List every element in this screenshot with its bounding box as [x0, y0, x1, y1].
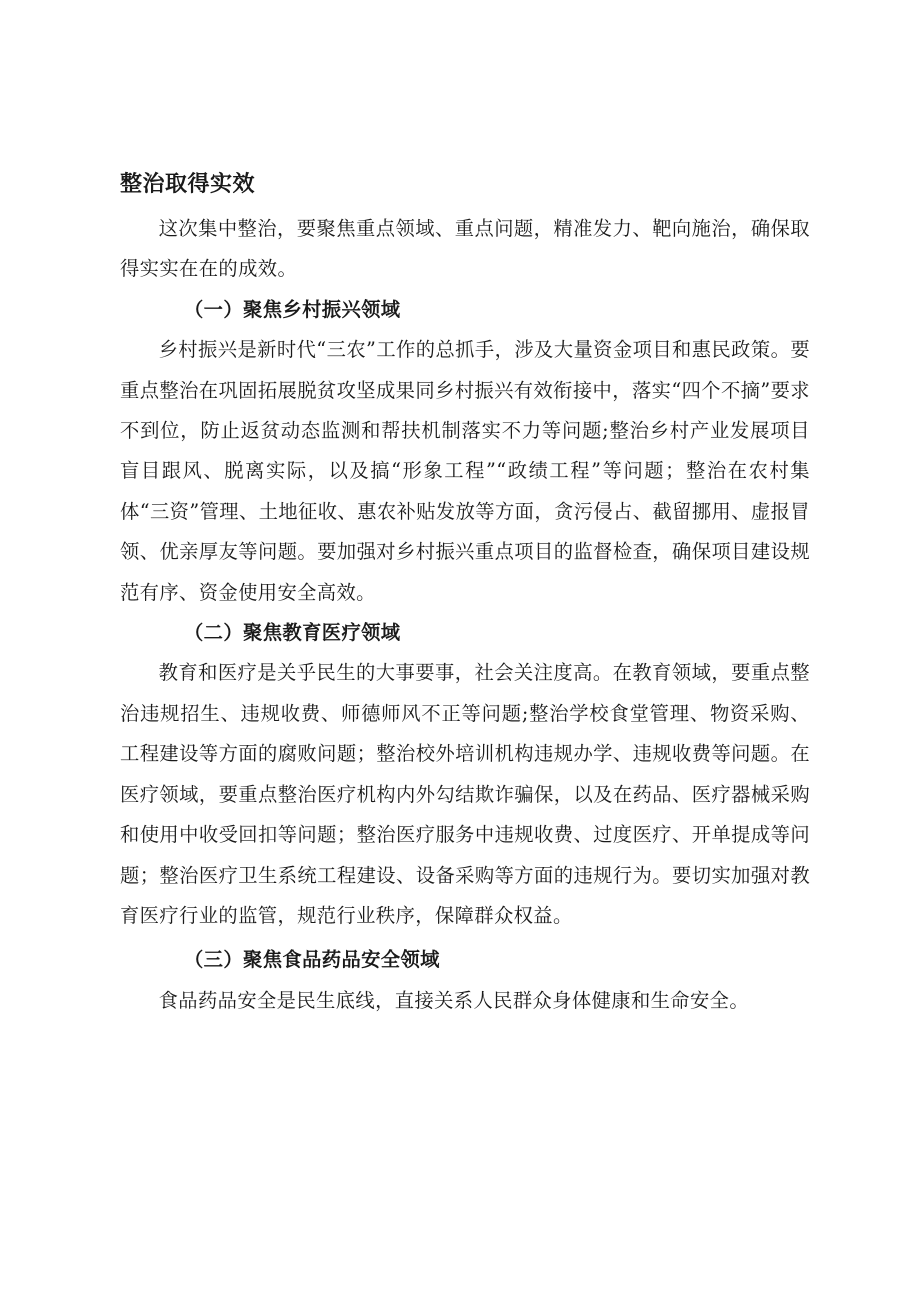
intro-paragraph: 这次集中整治，要聚焦重点领域、重点问题，精准发力、靶向施治，确保取得实实在在的成效。: [120, 217, 810, 281]
document-body: [120, 209, 810, 1021]
section-heading: 整治取得实效: [120, 172, 256, 197]
subsection-title-rural: （一）聚焦乡村振兴领域: [184, 297, 401, 321]
rural-paragraph: 乡村振兴是新时代“三农”工作的总抓手，涉及大量资金项目和惠民政策。要重点整治在巩固拓展脱贫攻坚成果同乡村振兴有效衔接中，落实“四个不摘”要求不到位，防止返贫动态监测和帮扶机制落实不力等问题;整治乡村产业发展项目盲目跟风、脱离实际，以及搞“形象工程”“政绩工程”等问题；整治在农村集体“三资”管理、土地征收、惠农补贴发放等方面，贪污侵占、截留挪用、虚报冒领、优亲厚友等问题。要加强对乡村振兴重点项目的监督检查，确保项目建设规范有序、资金使用安全高效。: [120, 338, 810, 604]
food-drug-paragraph: 食品药品安全是民生底线，直接关系人民群众身体健康和生命安全。: [158, 988, 750, 1012]
subsection-title-education-medical: （二）聚焦教育医疗领域: [184, 621, 401, 645]
education-medical-paragraph: 教育和医疗是关乎民生的大事要事，社会关注度高。在教育领域，要重点整治违规招生、违规收费、师德师风不正等问题;整治学校食堂管理、物资采购、工程建设等方面的腐败问题；整治校外培训机构违规办学、违规收费等问题。在医疗领域，要重点整治医疗机构内外勾结欺诈骗保，以及在药品、医疗器械采购和使用中收受回扣等问题；整治医疗服务中违规收费、过度医疗、开单提成等问题；整治医疗卫生系统工程建设、设备采购等方面的违规行为。要切实加强对教育医疗行业的监管，规范行业秩序，保障群众权益。: [120, 661, 810, 927]
subsection-title-food-drug: （三）聚焦食品药品安全领域: [184, 948, 440, 972]
